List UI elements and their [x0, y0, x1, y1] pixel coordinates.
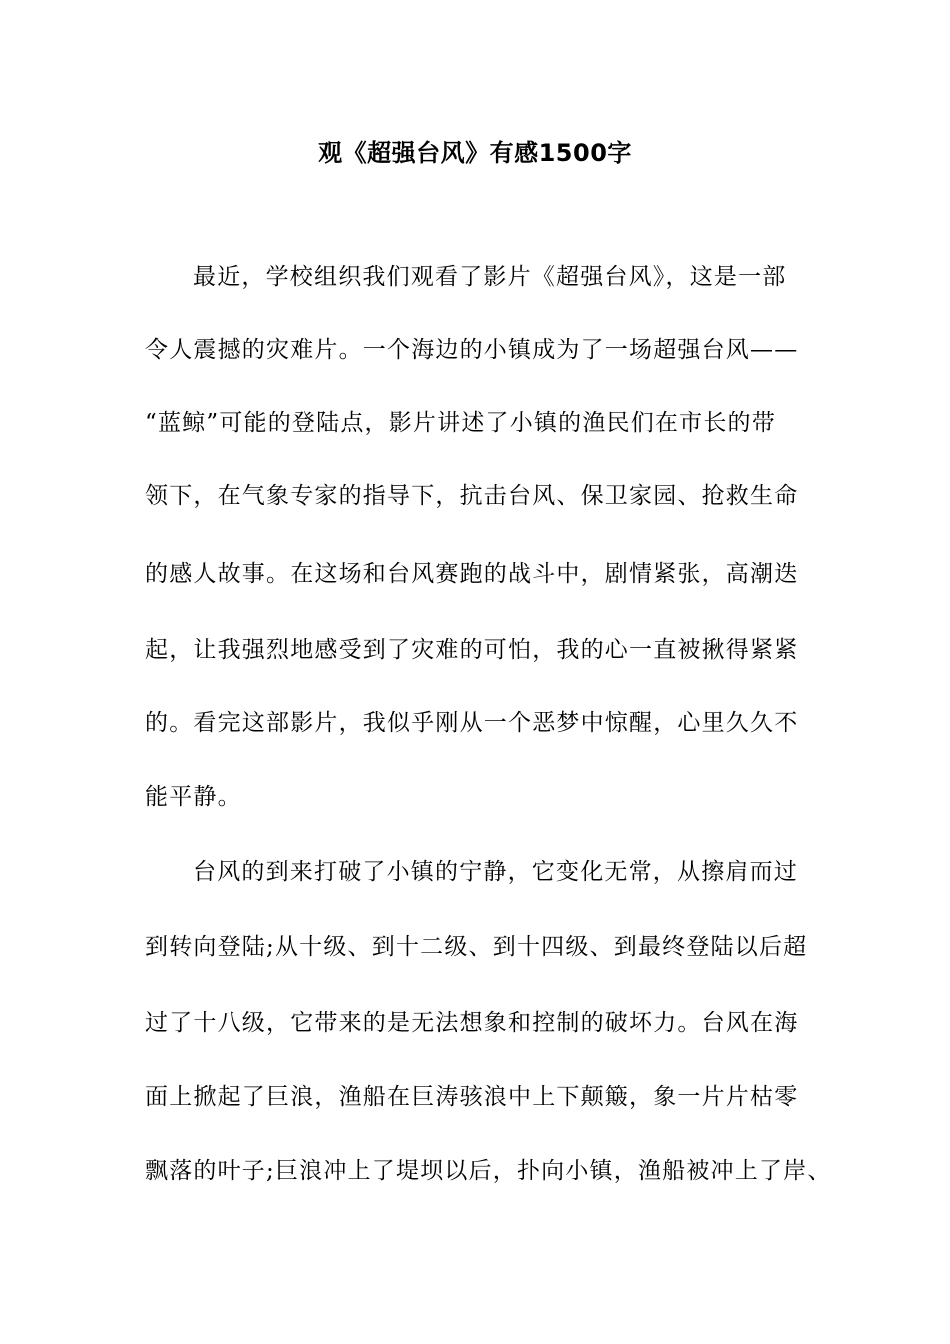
paragraph-2-line-2: 到转向登陆;从十级、到十二级、到十四级、到最终登陆以后超 [145, 934, 808, 960]
paragraph-1-line-3: “蓝鲸”可能的登陆点，影片讲述了小镇的渔民们在市长的带 [145, 410, 776, 436]
paragraph-1-line-6: 起，让我强烈地感受到了灾难的可怕，我的心一直被揪得紧紧 [145, 637, 799, 663]
paragraph-1-line-8: 能平静。 [145, 784, 242, 810]
paragraph-2-line-3: 过了十八级，它带来的是无法想象和控制的破坏力。台风在海 [145, 1010, 799, 1036]
paragraph-2-line-5: 飘落的叶子;巨浪冲上了堤坝以后，扑向小镇，渔船被冲上了岸、 [145, 1158, 832, 1184]
paragraph-1-line-2: 令人震撼的灾难片。一个海边的小镇成为了一场超强台风—— [145, 337, 799, 363]
document-title: 观《超强台风》有感1500字 [318, 139, 632, 167]
paragraph-1-line-5: 的感人故事。在这场和台风赛跑的战斗中，剧情紧张，高潮迭 [145, 561, 799, 587]
paragraph-1-line-7: 的。看完这部影片，我似乎刚从一个恶梦中惊醒，心里久久不 [145, 710, 799, 736]
paragraph-1-line-4: 领下，在气象专家的指导下，抗击台风、保卫家园、抢救生命 [145, 483, 799, 509]
paragraph-2-line-4: 面上掀起了巨浪，渔船在巨涛骇浪中上下颠簸，象一片片枯零 [145, 1084, 799, 1110]
paragraph-1-line-1: 最近，学校组织我们观看了影片《超强台风》，这是一部 [193, 264, 787, 290]
paragraph-2-line-1: 台风的到来打破了小镇的宁静，它变化无常，从擦肩而过 [193, 859, 798, 885]
